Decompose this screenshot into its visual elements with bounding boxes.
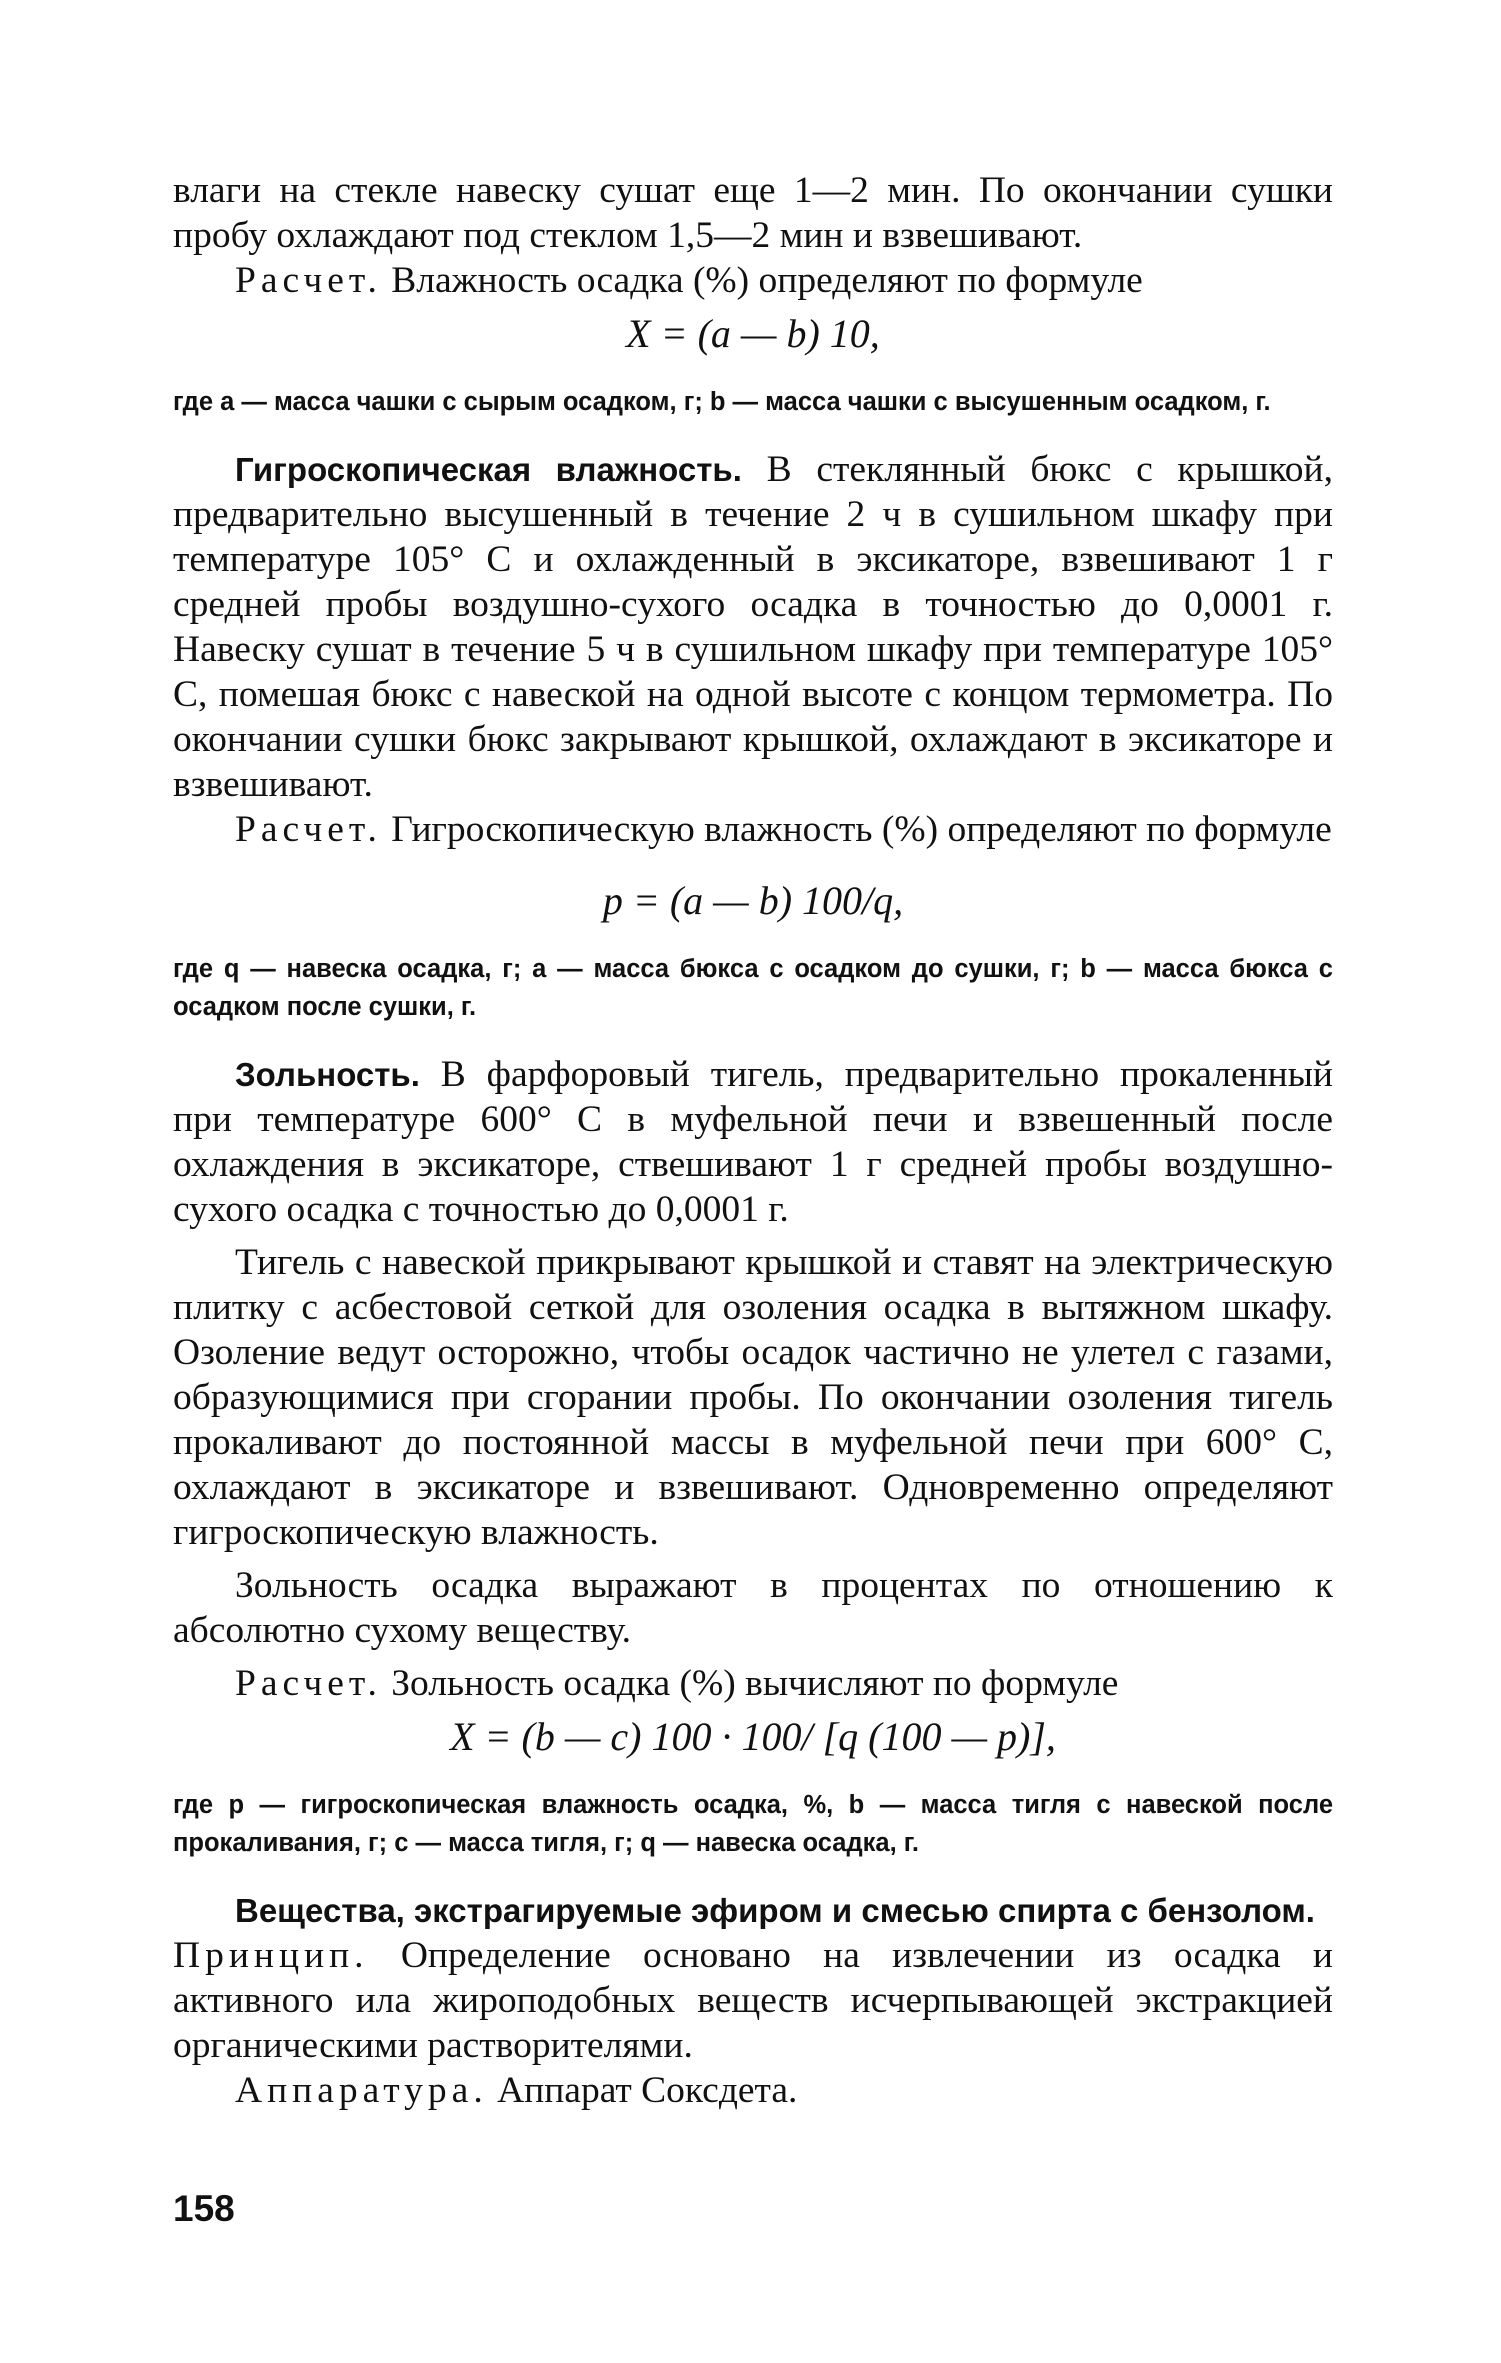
paragraph-drying-end: влаги на стекле навеску сушат еще 1—2 мин. По окончании сушки пробу охлаждают под стеклом 1,5—2 мин и взвешивают.	[173, 170, 1333, 256]
note-moisture-vars: где a — масса чашки с сырым осадком, г; b — масса чашки с высушенным осадком, г.	[173, 388, 1271, 416]
formula-hygroscopic: p = (a — b) 100/q,	[602, 878, 904, 923]
paragraph-extractables	[173, 1888, 1333, 2068]
calc-text: Влажность осадка (%) определяют по формуле	[381, 260, 1143, 301]
paragraph-ashing: Тигель с навеской прикрывают крышкой и ставят на электрическую плитку с асбестовой сеткой для озоления осадка в вытяжном шкафу. Озоление ведут осторожно, чтобы осадок частично не улетел с газами, образующимися при сгорании пробы. По окончании озоления тигель прокаливают до постоянной массы в муфельной печи при 600° С, охлаждают в эксикаторе и взвешивают. Одновременно определяют гигроскопическую влажность.	[173, 1242, 1333, 1553]
apparatus-text: Аппарат Соксдета.	[487, 2070, 798, 2111]
page-number: 158	[173, 2188, 235, 2229]
paragraph-hygroscopic	[173, 447, 1333, 807]
calc-label: Расчет.	[235, 260, 382, 301]
paragraph-moisture-calc	[173, 258, 1333, 303]
note-hygroscopic-vars: где q — навеска осадка, г; a — масса бюкса с осадком до сушки, г; b — масса бюкса с осадком после сушки, г.	[173, 955, 1333, 1021]
paragraph-ash	[173, 1052, 1333, 1232]
heading-hygroscopic: Гигроскопическая влажность.	[235, 451, 742, 488]
principle-text: Определение основано на извлечении из осадка и активного ила жироподобных веществ исчерпывающей экстракцией органическими растворителями.	[173, 1935, 1333, 2066]
paragraph-ash-calc	[173, 1661, 1333, 1706]
ash-text: В фарфоровый тигель, предварительно прокаленный при температуре 600° С в муфельной печи и взвешенный после охлаждения в эксикаторе, ствешивают 1 г средней пробы воздушно-сухого осадка с точностью до 0,0001 г.	[173, 1054, 1333, 1230]
hygroscopic-text: В стеклянный бюкс с крышкой, предварительно высушенный в течение 2 ч в сушильном шкафу при температуре 105° С и охлажденный в эксикаторе, взвешивают 1 г средней пробы воздушно-сухого осадка в точностью до 0,0001 г. Навеску сушат в течение 5 ч в сушильном шкафу при температуре 105° С, помешая бюкс с навеской на одной высоте с концом термометра. По окончании сушки бюкс закрывают крышкой, охлаждают в эксикаторе и взвешивают.	[173, 449, 1333, 805]
calc-text: Зольность осадка (%) вычисляют по формуле	[381, 1663, 1119, 1704]
formula-ash: X = (b — c) 100 · 100/ [q (100 — p)],	[450, 1714, 1056, 1759]
calc-text: Гигроскопическую влажность (%) определяют по формуле	[381, 809, 1332, 850]
calc-label: Расчет.	[235, 809, 382, 850]
paragraph-apparatus	[173, 2068, 1333, 2113]
text-column	[173, 168, 1333, 2113]
apparatus-label: Аппаратура.	[235, 2070, 488, 2111]
heading-ash: Зольность.	[235, 1056, 420, 1093]
principle-label: Принцип.	[173, 1935, 369, 1976]
paragraph-ash-expression: Зольность осадка выражают в процентах по отношению к абсолютно сухому веществу.	[173, 1565, 1333, 1651]
note-ash-vars: где p — гигроскопическая влажность осадка, %, b — масса тигля с навеской после прокаливания, г; c — масса тигля, г; q — навеска осадка, г.	[173, 1791, 1333, 1857]
formula-moisture: X = (a — b) 10,	[626, 311, 880, 356]
heading-extractables: Вещества, экстрагируемые эфиром и смесью спирта с бензолом.	[235, 1892, 1315, 1929]
paragraph-hygroscopic-calc	[173, 807, 1333, 852]
calc-label: Расчет.	[235, 1663, 382, 1704]
